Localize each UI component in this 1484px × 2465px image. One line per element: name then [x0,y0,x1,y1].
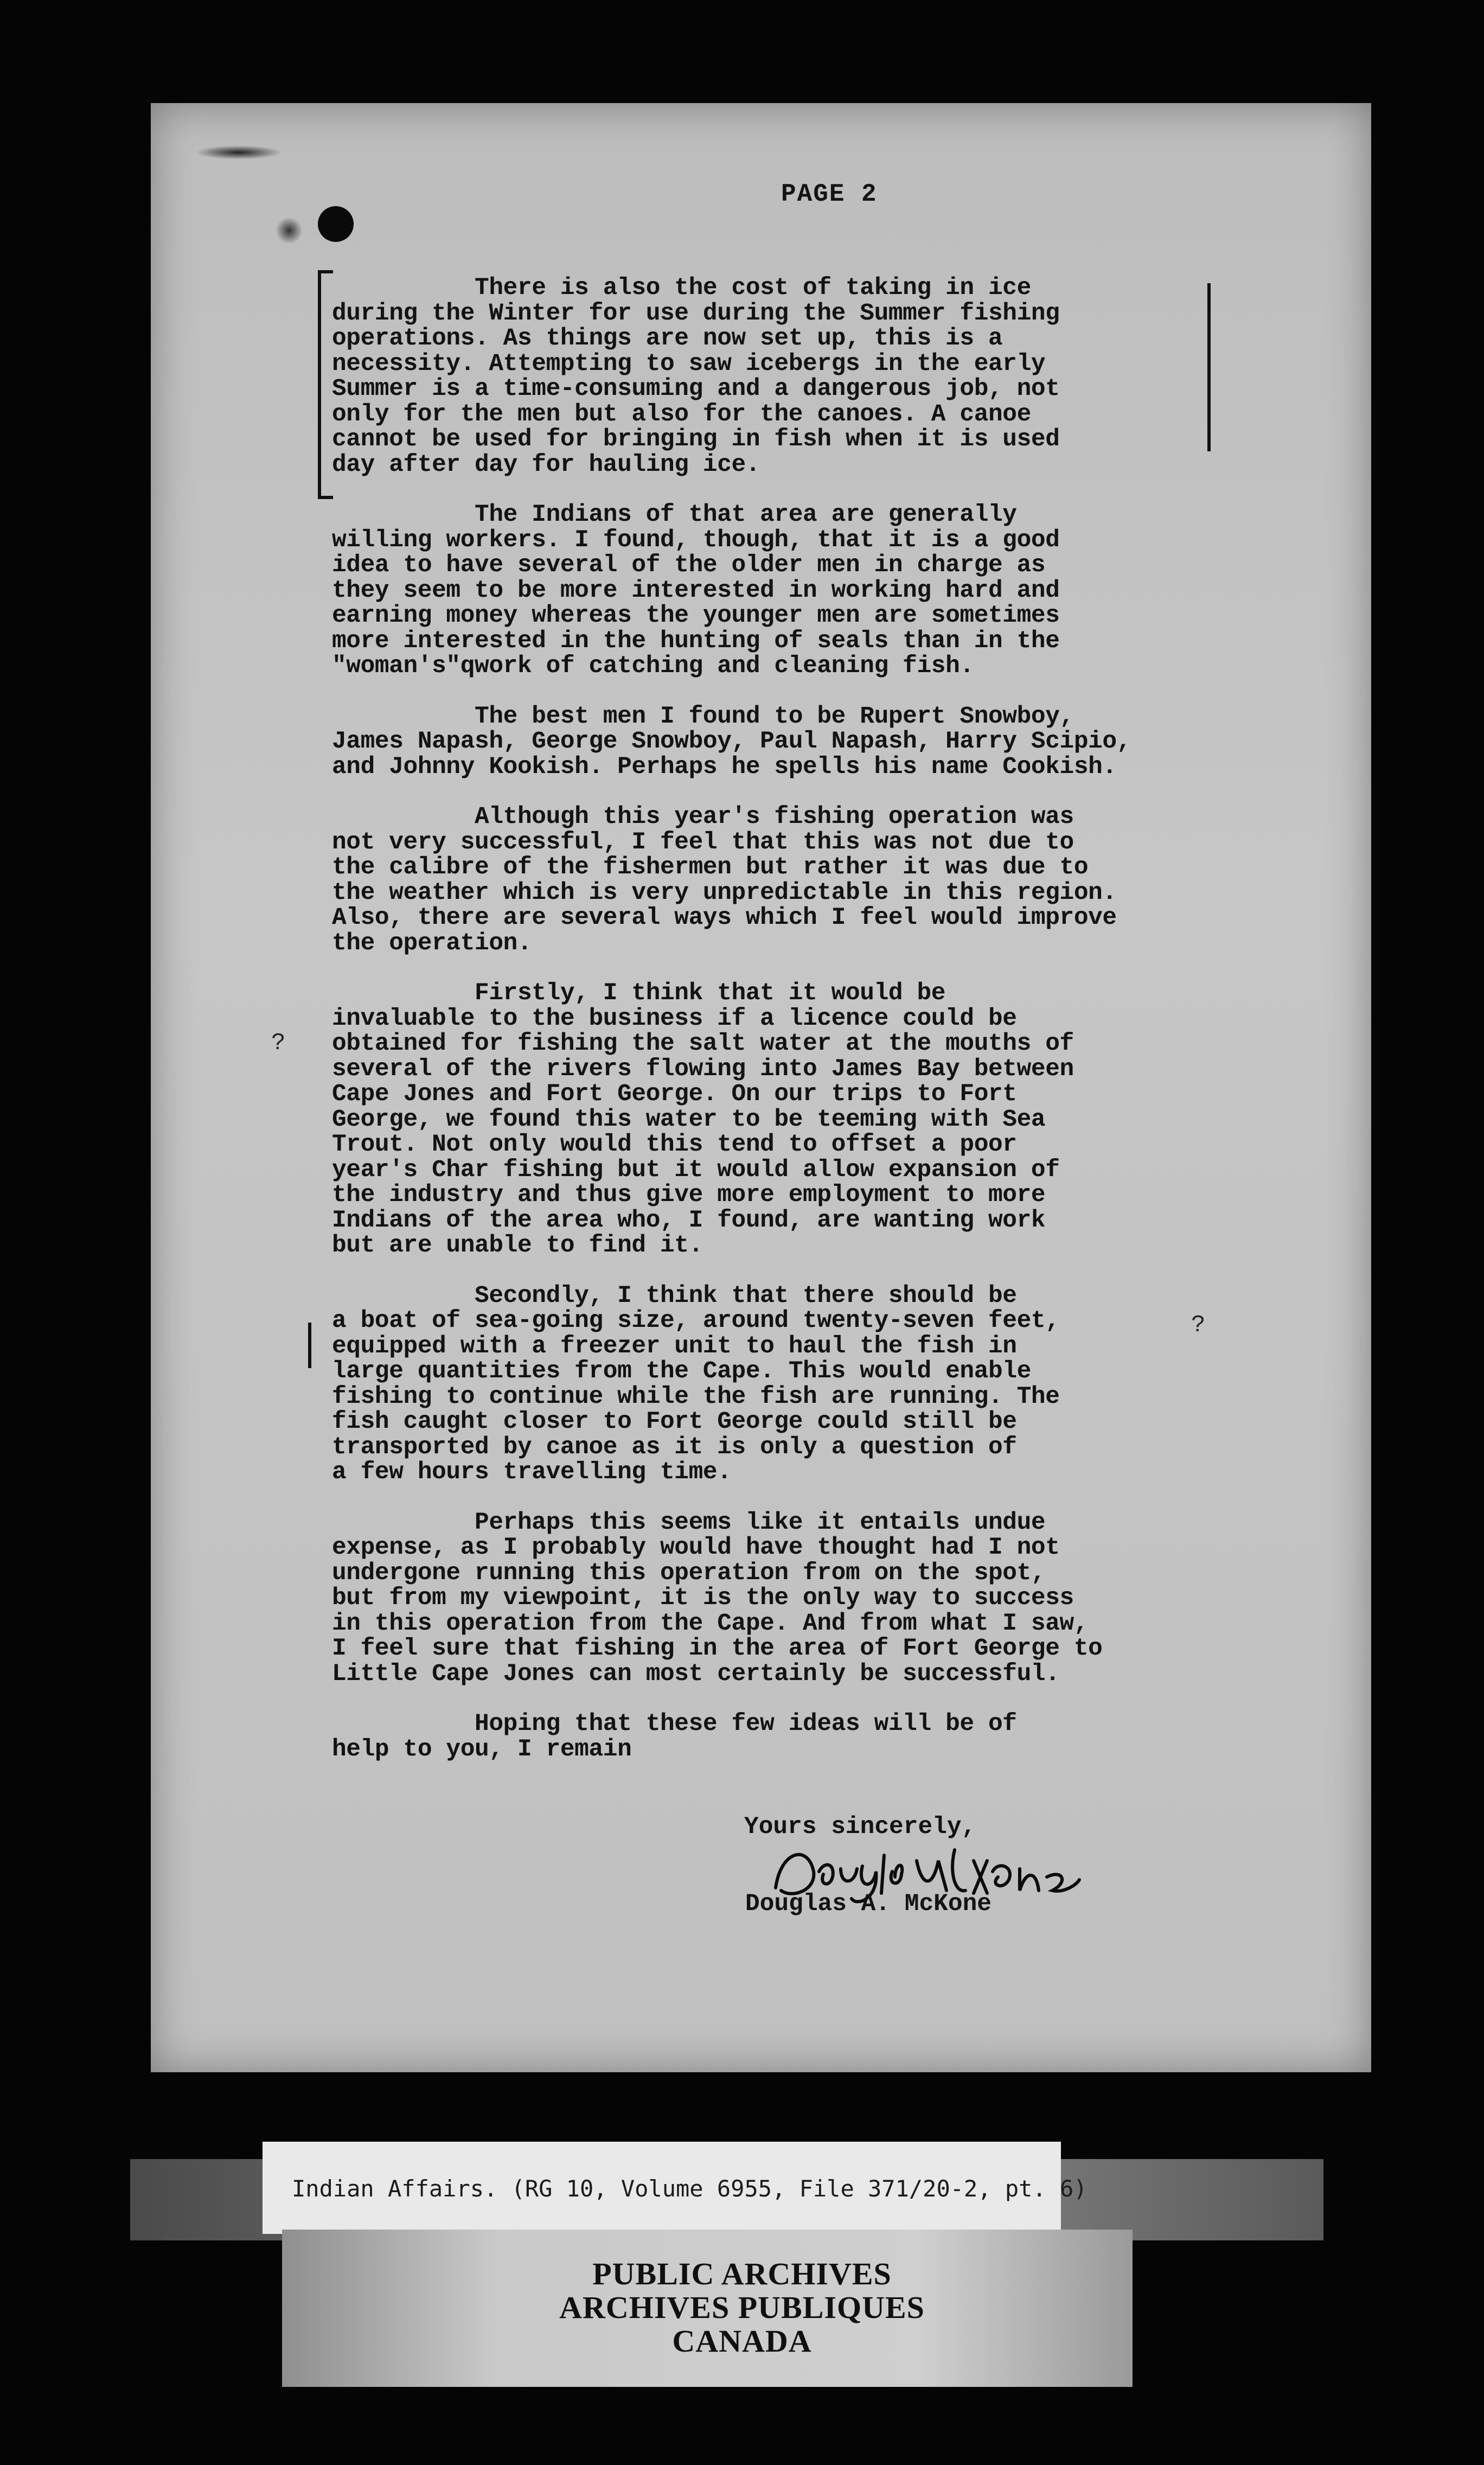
paragraph [332,704,1221,780]
stamp-line-3: CANADA [672,2323,812,2359]
text-line: willing workers. I found, though, that it is a good [332,526,1060,554]
text-line: the calibre of the fishermen but rather it was due to [332,854,1089,881]
text-line: Also, there are several ways which I feel would improve [332,904,1117,931]
text-line: The Indians of that area are generally [332,501,1017,528]
paragraph [332,1283,1221,1485]
text-line: Summer is a time-consuming and a dangerous job, not [332,375,1060,403]
closing-line: Yours sincerely, [744,1813,976,1841]
archive-reference: Indian Affairs. (RG 10, Volume 6955, File 371/20-2, pt. 6) [292,2175,1088,2202]
text-line: Secondly, I think that there should be [332,1282,1017,1310]
text-line: Trout. Not only would this tend to offset a poor [332,1131,1017,1158]
margin-question-mark: ? [1191,1312,1206,1339]
text-line: not very successful, I feel that this was not due to [332,828,1074,856]
text-line: invaluable to the business if a licence could be [332,1005,1017,1032]
text-line: James Napash, George Snowboy, Paul Napash, Harry Scipio, [332,728,1131,755]
text-line: The best men I found to be Rupert Snowboy, [332,703,1074,730]
text-line: earning money whereas the younger men are sometimes [332,602,1060,629]
ink-smudge [276,217,303,244]
text-line: more interested in the hunting of seals than in the [332,627,1060,655]
text-line: in this operation from the Cape. And from what I saw, [332,1610,1089,1637]
text-line: George, we found this water to be teeming with Sea [332,1106,1046,1133]
text-line: but are unable to find it. [332,1232,703,1259]
text-line: "woman's"qwork of catching and cleaning fish. [332,653,974,680]
page-number: PAGE 2 [781,180,878,208]
text-line: help to you, I remain [332,1735,632,1763]
text-line: Although this year's fishing operation was [332,803,1074,831]
text-line: There is also the cost of taking in ice [332,274,1031,302]
text-line: cannot be used for bringing in fish when it is used [332,426,1060,453]
text-line: they seem to be more interested in working hard and [332,577,1060,604]
text-line: but from my viewpoint, it is the only way to success [332,1585,1074,1612]
text-line: expense, as I probably would have thought had I not [332,1534,1060,1561]
text-line: necessity. Attempting to saw icebergs in the early [332,350,1046,378]
text-line: Little Cape Jones can most certainly be successful. [332,1660,1060,1688]
text-line: fish caught closer to Fort George could still be [332,1408,1017,1435]
margin-bracket [318,270,333,499]
text-line: the weather which is very unpredictable in this region. [332,879,1117,906]
text-line: Perhaps this seems like it entails undue [332,1509,1046,1536]
text-line: only for the men but also for the canoes. A canoe [332,400,1031,428]
stamp-line-1: PUBLIC ARCHIVES [592,2256,892,2291]
text-line: large quantities from the Cape. This would enable [332,1358,1031,1385]
text-line: obtained for fishing the salt water at the mouths of [332,1030,1074,1057]
text-line: a boat of sea-going size, around twenty-seven feet, [332,1307,1060,1334]
ink-smudge [195,145,282,159]
text-line: year's Char fishing but it would allow expansion of [332,1156,1060,1184]
stamp-line-2: ARCHIVES PUBLIQUES [559,2290,925,2325]
typed-name: Douglas A. McKone [745,1891,992,1918]
letter-body [332,276,1221,1787]
text-line: transported by canoe as it is only a question of [332,1433,1017,1461]
text-line: Indians of the area who, I found, are wanting work [332,1206,1046,1234]
text-line: Firstly, I think that it would be [332,980,946,1007]
text-line: I feel sure that fishing in the area of Fort George to [332,1635,1103,1662]
paragraph [332,981,1221,1259]
text-line: fishing to continue while the fish are running. The [332,1383,1060,1410]
text-line: and Johnny Kookish. Perhaps he spells his name Cookish. [332,753,1117,781]
text-line: the operation. [332,929,532,957]
text-line: undergone running this operation from on the spot, [332,1559,1046,1587]
text-line: several of the rivers flowing into James Bay between [332,1055,1074,1083]
paragraph [332,276,1221,477]
text-line: a few hours travelling time. [332,1459,732,1486]
text-line: idea to have several of the older men in charge as [332,552,1046,579]
text-line: equipped with a freezer unit to haul the fish in [332,1332,1017,1360]
margin-line [308,1323,311,1368]
paragraph [332,804,1221,956]
text-line: operations. As things are now set up, this is a [332,325,1003,352]
text-line: the industry and thus give more employment to more [332,1182,1046,1209]
text-line: day after day for hauling ice. [332,451,760,478]
margin-question-mark: ? [271,1030,286,1057]
paragraph [332,1712,1221,1762]
text-line: Cape Jones and Fort George. On our trips to Fort [332,1081,1017,1108]
paragraph [332,502,1221,679]
paragraph [332,1510,1221,1687]
punch-hole [318,206,354,242]
text-line: Hoping that these few ideas will be of [332,1710,1017,1738]
text-line: during the Winter for use during the Summer fishing [332,299,1060,327]
